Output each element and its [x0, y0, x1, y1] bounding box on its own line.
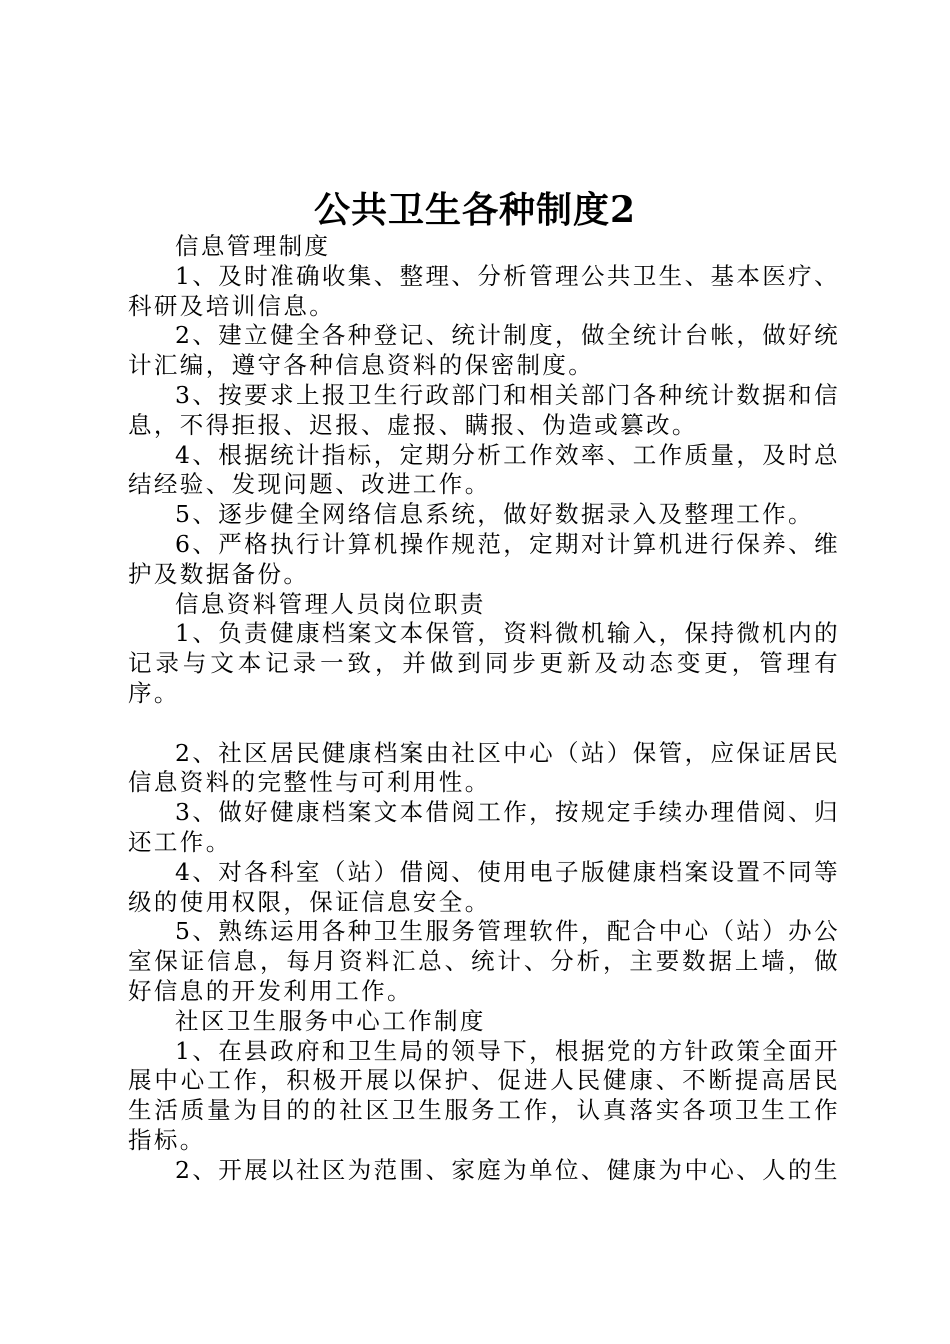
paragraph: 4、对各科室（站）借阅、使用电子版健康档案设置不同等级的使用权限，保证信息安全。 — [128, 857, 840, 916]
paragraph: 3、按要求上报卫生行政部门和相关部门各种统计数据和信息，不得拒报、迟报、虚报、瞒报、伪造或篡改。 — [128, 380, 840, 439]
section-heading-staff-duties: 信息资料管理人员岗位职责 — [175, 589, 486, 618]
section-heading-info-management: 信息管理制度 — [175, 232, 331, 260]
paragraph: 5、逐步健全网络信息系统，做好数据录入及整理工作。 — [175, 500, 814, 529]
paragraph: 2、开展以社区为范围、家庭为单位、健康为中心、人的生 — [175, 1155, 840, 1184]
paragraph: 2、建立健全各种登记、统计制度，做全统计台帐，做好统计汇编，遵守各种信息资料的保密制度。 — [128, 321, 840, 380]
paragraph: 6、严格执行计算机操作规范，定期对计算机进行保养、维护及数据备份。 — [128, 529, 840, 588]
paragraph: 3、做好健康档案文本借阅工作，按规定手续办理借阅、归还工作。 — [128, 798, 840, 856]
paragraph: 1、及时准确收集、整理、分析管理公共卫生、基本医疗、科研及培训信息。 — [128, 261, 840, 320]
section-heading-community-center: 社区卫生服务中心工作制度 — [175, 1006, 486, 1035]
paragraph: 1、在县政府和卫生局的领导下，根据党的方针政策全面开展中心工作，积极开展以保护、促进人民健康、不断提高居民生活质量为目的的社区卫生服务工作，认真落实各项卫生工作指标。 — [128, 1036, 840, 1154]
paragraph: 4、根据统计指标，定期分析工作效率、工作质量，及时总结经验、发现问题、改进工作。 — [128, 440, 840, 499]
paragraph: 1、负责健康档案文本保管，资料微机输入，保持微机内的记录与文本记录一致，并做到同步更新及动态变更，管理有序。 — [128, 619, 840, 707]
paragraph: 2、社区居民健康档案由社区中心（站）保管，应保证居民信息资料的完整性与可利用性。 — [128, 738, 840, 797]
paragraph: 5、熟练运用各种卫生服务管理软件，配合中心（站）办公室保证信息，每月资料汇总、统计、分析，主要数据上墙，做好信息的开发利用工作。 — [128, 917, 840, 1005]
blank-line — [128, 709, 840, 739]
document-title: 公共卫生各种制度2 — [313, 189, 637, 231]
document-body — [128, 232, 840, 1186]
